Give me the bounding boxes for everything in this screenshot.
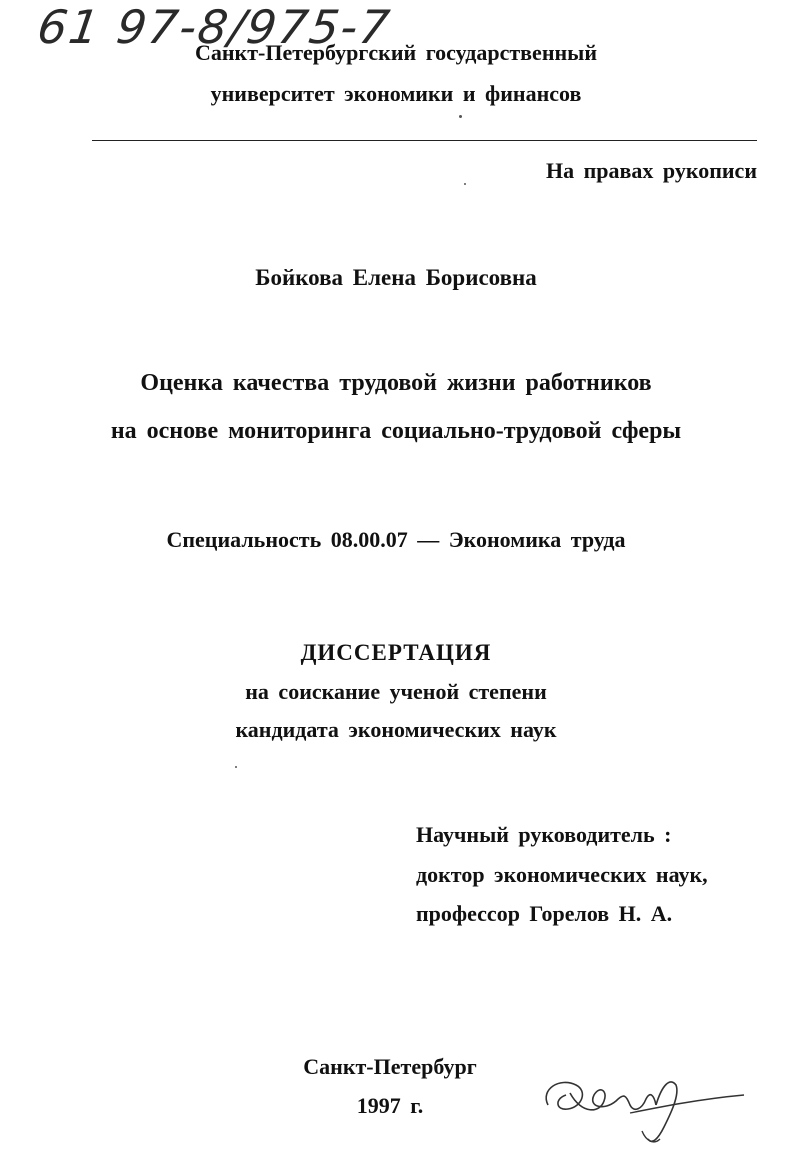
specialty-line: Специальность 08.00.07 — Экономика труда bbox=[166, 527, 626, 552]
degree-line-2: кандидата экономических наук bbox=[235, 717, 557, 742]
scan-speck bbox=[235, 766, 237, 768]
handwritten-signature bbox=[530, 1055, 760, 1155]
scan-speck bbox=[464, 183, 466, 185]
scan-speck bbox=[459, 115, 462, 118]
degree-line-1: на соискание ученой степени bbox=[245, 679, 547, 704]
dissertation-title-line-1: Оценка качества трудовой жизни работников bbox=[140, 370, 652, 396]
institution-line-1: Санкт-Петербургский государственный bbox=[194, 40, 598, 65]
institution-line-2: университет экономики и финансов bbox=[210, 81, 582, 106]
header-divider bbox=[92, 140, 757, 141]
archive-handwritten-number: 61 97-8/975-7 bbox=[34, 0, 395, 54]
author-name: Бойкова Елена Борисовна bbox=[255, 265, 537, 290]
footer-city: Санкт-Петербург bbox=[303, 1054, 477, 1079]
supervisor-label: Научный руководитель : bbox=[416, 822, 672, 847]
supervisor-name: профессор Горелов Н. А. bbox=[416, 901, 673, 926]
manuscript-rights-label: На правах рукописи bbox=[545, 158, 757, 183]
footer-year: 1997 г. bbox=[356, 1093, 424, 1118]
supervisor-degree: доктор экономических наук, bbox=[416, 862, 708, 887]
dissertation-title-line-2: на основе мониторинга социально-трудовой сферы bbox=[110, 418, 682, 444]
dissertation-heading: ДИССЕРТАЦИЯ bbox=[300, 640, 492, 665]
